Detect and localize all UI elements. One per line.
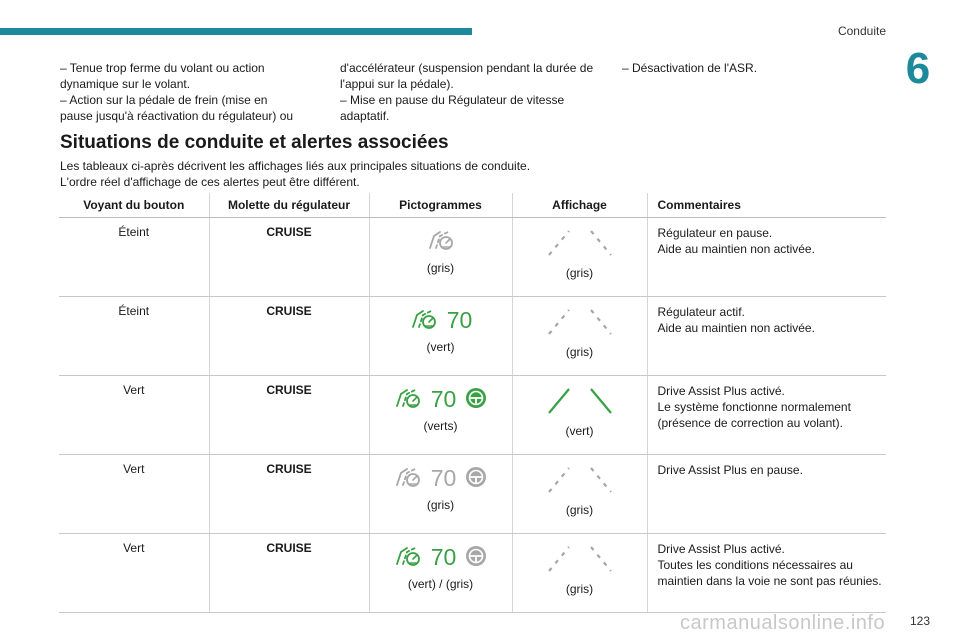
speed-setpoint: 70: [446, 307, 473, 333]
intro-text: [60, 158, 530, 190]
cell-voyant: Éteint: [59, 297, 209, 376]
pictogram-icons: [393, 383, 489, 415]
driving-aid-icon: [409, 307, 439, 334]
col-header-commentaires: Commentaires: [647, 193, 886, 218]
text-column-3: [622, 60, 882, 76]
cell-commentaires: [647, 455, 886, 534]
cell-voyant: Vert: [59, 455, 209, 534]
lane-lines-icon: [545, 383, 615, 420]
cell-commentaires: [647, 218, 886, 297]
cell-voyant: Vert: [59, 534, 209, 613]
chapter-number: 6: [905, 44, 931, 93]
driving-aid-icon: [426, 228, 456, 255]
cell-affichage: [512, 534, 647, 613]
cell-commentaires: [647, 534, 886, 613]
cell-commentaires: [647, 376, 886, 455]
text-column-1: [60, 60, 300, 124]
display-caption: (vert): [565, 424, 594, 438]
col-header-pictogrammes: Pictogrammes: [369, 193, 512, 218]
section-title: Situations de conduite et alertes associées: [60, 132, 449, 153]
pictogram-icons: [409, 304, 473, 336]
pictogram-icons: [393, 462, 489, 494]
cell-pictogrammes: [369, 534, 512, 613]
picto-caption: (gris): [426, 261, 455, 275]
table-row: [59, 376, 886, 455]
cell-molette: CRUISE: [209, 297, 369, 376]
cell-affichage: [512, 376, 647, 455]
col-header-voyant: Voyant du bouton: [59, 193, 209, 218]
picto-caption: (vert): [426, 340, 455, 354]
display-caption: (gris): [565, 345, 594, 359]
comment-line: Drive Assist Plus en pause.: [657, 463, 803, 477]
comment-line: Toutes les conditions nécessaires au maintien dans la voie ne sont pas réunies.: [657, 558, 882, 588]
intro-line: Les tableaux ci-après décrivent les affichages liés aux principales situations de conduite.: [60, 159, 531, 173]
cell-pictogrammes: [369, 297, 512, 376]
picto-caption: (verts): [423, 419, 458, 433]
paragraph: – Désactivation de l'ASR.: [622, 61, 758, 75]
lane-lines-icon: [545, 304, 615, 341]
col-header-affichage: Affichage: [512, 193, 647, 218]
display-caption: (gris): [565, 582, 594, 596]
cell-pictogrammes: [369, 376, 512, 455]
display-caption: (gris): [565, 503, 594, 517]
cell-voyant: Éteint: [59, 218, 209, 297]
cell-commentaires: [647, 297, 886, 376]
cell-voyant: Vert: [59, 376, 209, 455]
cell-molette: CRUISE: [209, 376, 369, 455]
table-header-row: [59, 193, 886, 218]
comment-line: Drive Assist Plus activé.: [657, 384, 785, 398]
page-number: 123: [909, 614, 930, 628]
comment-line: Aide au maintien non activée.: [657, 242, 815, 256]
comment-line: Le système fonctionne normalement (présence de correction au volant).: [657, 400, 851, 430]
table-row: [59, 218, 886, 297]
alerts-table: [59, 193, 886, 613]
cell-molette: CRUISE: [209, 534, 369, 613]
display-caption: (gris): [565, 266, 594, 280]
speed-setpoint: 70: [430, 386, 457, 412]
cell-molette: CRUISE: [209, 218, 369, 297]
steering-wheel-icon: [464, 544, 488, 571]
table-row: [59, 297, 886, 376]
pictogram-icons: [426, 225, 456, 257]
comment-line: Régulateur actif.: [657, 305, 745, 319]
steering-wheel-icon: [464, 465, 488, 492]
speed-setpoint: 70: [430, 465, 457, 491]
col-header-molette: Molette du régulateur: [209, 193, 369, 218]
steering-wheel-icon: [464, 386, 488, 413]
comment-line: Régulateur en pause.: [657, 226, 773, 240]
cell-molette: CRUISE: [209, 455, 369, 534]
cell-affichage: [512, 297, 647, 376]
table-row: [59, 455, 886, 534]
comment-line: Drive Assist Plus activé.: [657, 542, 785, 556]
driving-aid-icon: [393, 544, 423, 571]
top-accent-bar: [0, 28, 472, 35]
picto-caption: (vert) / (gris): [407, 577, 474, 591]
cell-affichage: [512, 455, 647, 534]
paragraph: – Mise en pause du Régulateur de vitesse adaptatif.: [340, 93, 565, 123]
driving-aid-icon: [393, 386, 423, 413]
lane-lines-icon: [545, 225, 615, 262]
table-row: [59, 534, 886, 613]
cell-affichage: [512, 218, 647, 297]
lane-lines-icon: [545, 462, 615, 499]
section-label: Conduite: [837, 24, 886, 38]
picto-caption: (gris): [426, 498, 455, 512]
watermark-text: carmanualsonline.info: [680, 612, 886, 634]
cell-pictogrammes: [369, 455, 512, 534]
paragraph: – Tenue trop ferme du volant ou action dynamique sur le volant.: [60, 61, 265, 91]
lane-lines-icon: [545, 541, 615, 578]
paragraph: – Action sur la pédale de frein (mise en pause jusqu'à réactivation du régulateur) ou: [60, 93, 294, 123]
speed-setpoint: 70: [430, 544, 457, 570]
comment-line: Aide au maintien non activée.: [657, 321, 815, 335]
pictogram-icons: [393, 541, 489, 573]
driving-aid-icon: [393, 465, 423, 492]
text-column-2: [340, 60, 602, 124]
cell-pictogrammes: [369, 218, 512, 297]
paragraph: d'accélérateur (suspension pendant la durée de l'appui sur la pédale).: [340, 61, 594, 91]
intro-line: L'ordre réel d'affichage de ces alertes peut être différent.: [60, 175, 360, 189]
